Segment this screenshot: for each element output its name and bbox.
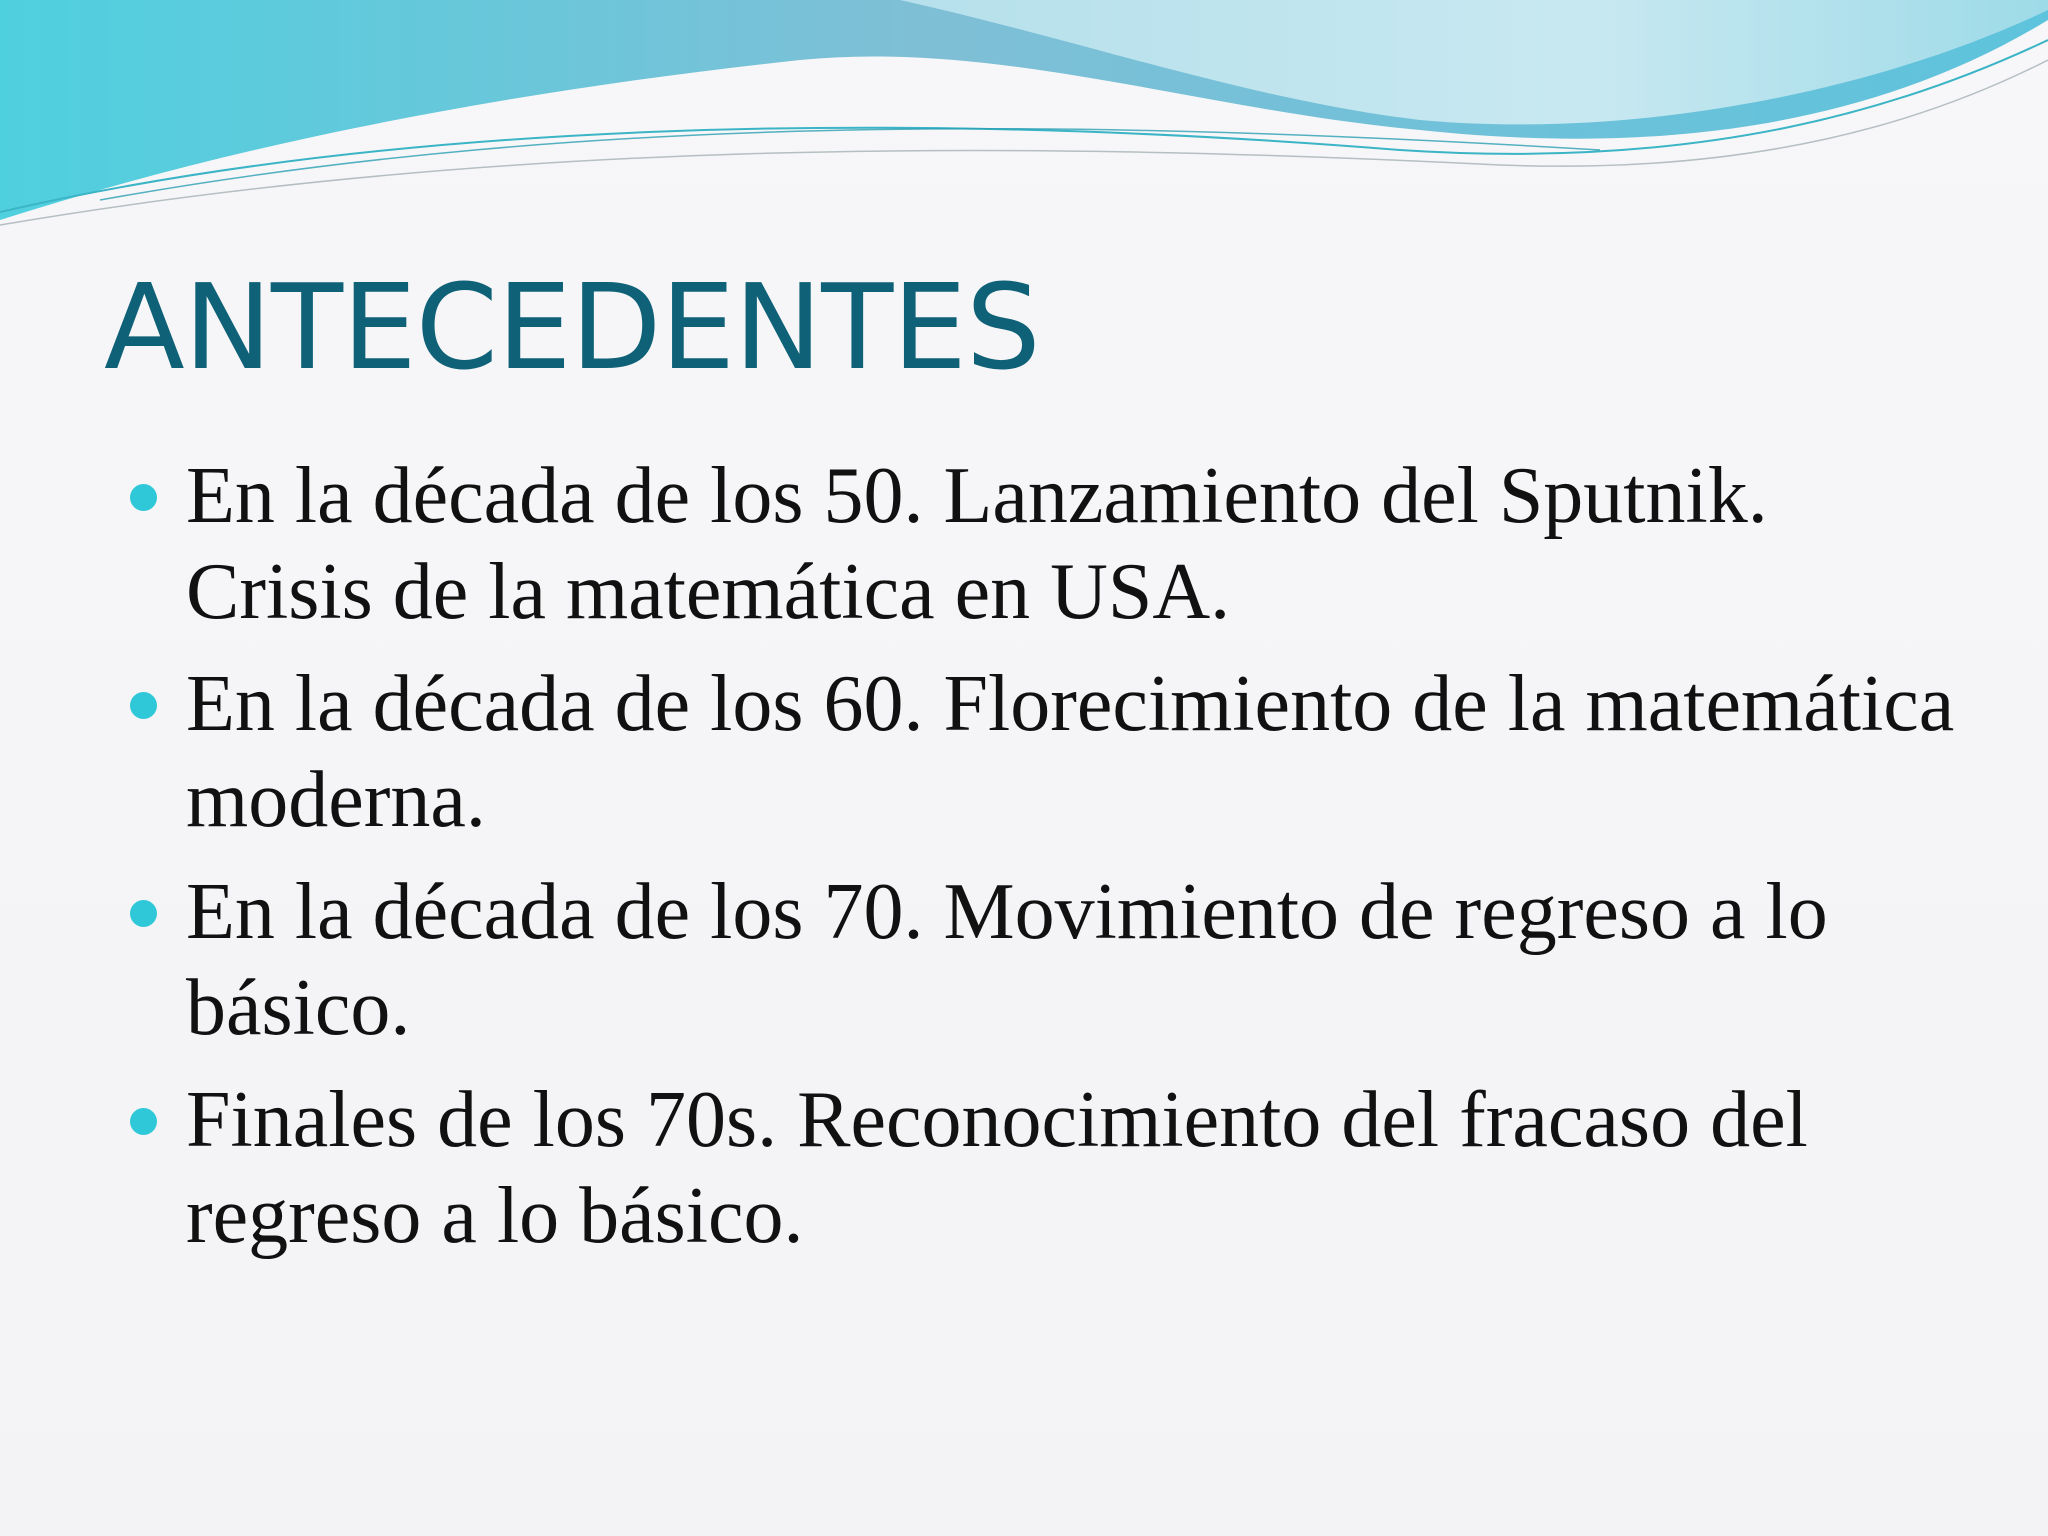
slide-title: ANTECEDENTES [104,258,1040,396]
bullet-item [130,656,1970,848]
bullet-icon [130,484,157,511]
header-wave-decoration [0,0,2048,240]
bullet-icon [130,900,157,927]
bullet-list [130,448,1970,1280]
bullet-icon [130,692,157,719]
bullet-text: En la década de los 50. Lanzamiento del Sputnik. Crisis de la matemática en USA. [186,452,1768,636]
bullet-text: Finales de los 70s. Reconocimiento del fracaso del regreso a lo básico. [186,1076,1808,1260]
bullet-text: En la década de los 70. Movimiento de regreso a lo básico. [186,868,1828,1052]
bullet-text: En la década de los 60. Florecimiento de la matemática moderna. [186,660,1955,844]
bullet-item [130,448,1970,640]
bullet-icon [130,1108,157,1135]
bullet-item [130,864,1970,1056]
bullet-item [130,1072,1970,1264]
